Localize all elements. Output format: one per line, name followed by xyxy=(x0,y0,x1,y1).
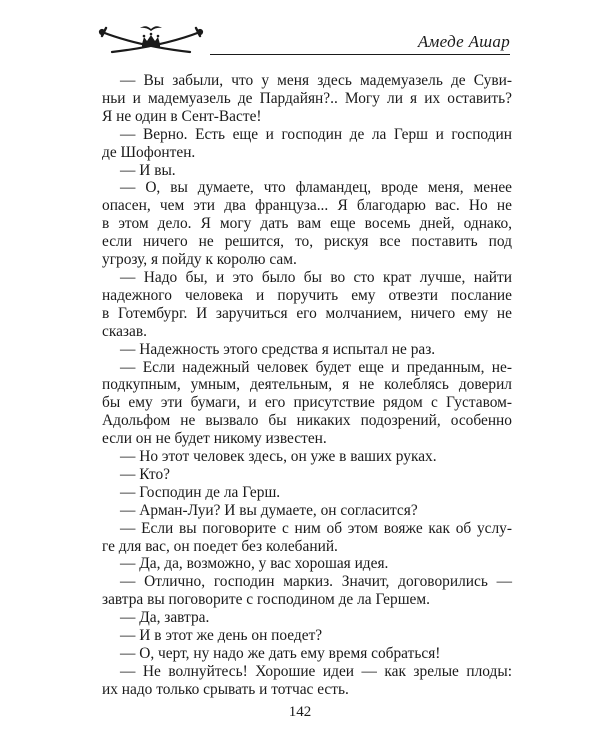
text-line: надежного человека и поручить ему отвезти послание xyxy=(102,286,512,304)
text-line: подкупным, умным, деятельным, я не колеблясь доверил xyxy=(102,376,512,394)
paragraph xyxy=(102,269,512,341)
text-line: — Но этот человек здесь, он уже в ваших руках. xyxy=(120,448,437,466)
text-line: сказав. xyxy=(102,322,147,340)
paragraph xyxy=(102,448,512,466)
paragraph xyxy=(102,162,512,180)
paragraph xyxy=(102,341,512,359)
text-line: — Надо бы, и это было бы во сто крат лучше, найти xyxy=(120,268,512,286)
paragraph xyxy=(102,502,512,520)
text-line: — И в этот же день он поедет? xyxy=(120,627,323,645)
text-line: Я не один в Сент-Васте! xyxy=(102,107,262,125)
paragraph xyxy=(102,520,512,556)
text-line: Адольфом не вызвало бы никаких подозрений, особенно xyxy=(102,412,512,430)
paragraph xyxy=(102,573,512,609)
text-line: опасен, чем эти два француза... Я благодарю вас. Но не xyxy=(102,197,512,215)
paragraph xyxy=(102,555,512,573)
text-line: де Шофонтен. xyxy=(102,143,196,161)
text-line: если он не будет никому известен. xyxy=(102,430,327,448)
text-line: — Вы забыли, что у меня здесь мадемуазель де Суви- xyxy=(120,72,512,89)
text-line: ньи и мадемуазель де Пардайян?.. Могу ли я их оставить? xyxy=(102,89,512,107)
running-header xyxy=(98,20,510,60)
crossed-swords-emblem-icon xyxy=(98,22,204,58)
paragraph xyxy=(102,466,512,484)
text-line: — О, черт, ну надо же дать ему время собраться! xyxy=(120,645,441,662)
text-line: — Кто? xyxy=(120,465,170,483)
body-text xyxy=(102,72,512,699)
text-line: их надо только срывать и тотчас есть. xyxy=(102,680,349,698)
text-line: угрозу, я пойду к королю сам. xyxy=(102,251,297,269)
text-line: — Арман-Луи? И вы думаете, он согласится? xyxy=(120,501,418,519)
paragraph xyxy=(102,484,512,502)
paragraph xyxy=(102,627,512,645)
paragraph xyxy=(102,609,512,627)
text-line: — Да, завтра. xyxy=(120,609,210,627)
paragraph xyxy=(102,663,512,699)
text-line: завтра вы поговорите с господином де ла Гершем. xyxy=(102,591,430,609)
text-line: если ничего не решится, то, рискуя все поставить под xyxy=(102,233,512,251)
paragraph xyxy=(102,359,512,449)
text-line: — Если надежный человек будет еще и преданным, не- xyxy=(120,358,512,376)
text-line: — И вы. xyxy=(120,161,176,179)
paragraph xyxy=(102,72,512,126)
running-header-author: Амеде Ашар xyxy=(417,32,510,51)
page-number: 142 xyxy=(288,704,312,720)
paragraph xyxy=(102,126,512,162)
text-line: — Господин де ла Герш. xyxy=(120,483,281,501)
text-line: — Верно. Есть еще и господин де ла Герш и господин xyxy=(120,125,512,143)
text-line: — Отлично, господин маркиз. Значит, договорились — xyxy=(120,573,512,591)
text-line: — Да, да, возможно, у вас хорошая идея. xyxy=(120,555,389,573)
paragraph xyxy=(102,179,512,269)
text-line: в этом дело. Я могу дать вам еще восемь дней, однако, xyxy=(102,215,512,233)
text-line: — О, вы думаете, что фламандец, вроде меня, менее xyxy=(120,179,512,197)
header-rule xyxy=(210,54,510,55)
text-line: — Если вы поговорите с ним об этом вояже как об услу- xyxy=(120,519,512,537)
text-line: — Не волнуйтесь! Хорошие идеи — как зрелые плоды: xyxy=(120,662,512,680)
text-line: бы ему эти бумаги, и его присутствие рядом с Густавом- xyxy=(102,394,512,412)
text-line: ге для вас, он поедет без колебаний. xyxy=(102,537,338,555)
text-line: — Надежность этого средства я испытал не раз. xyxy=(120,340,436,358)
text-line: в Готембург. И заручиться его молчанием, ничего ему не xyxy=(102,304,512,322)
paragraph xyxy=(102,645,512,663)
